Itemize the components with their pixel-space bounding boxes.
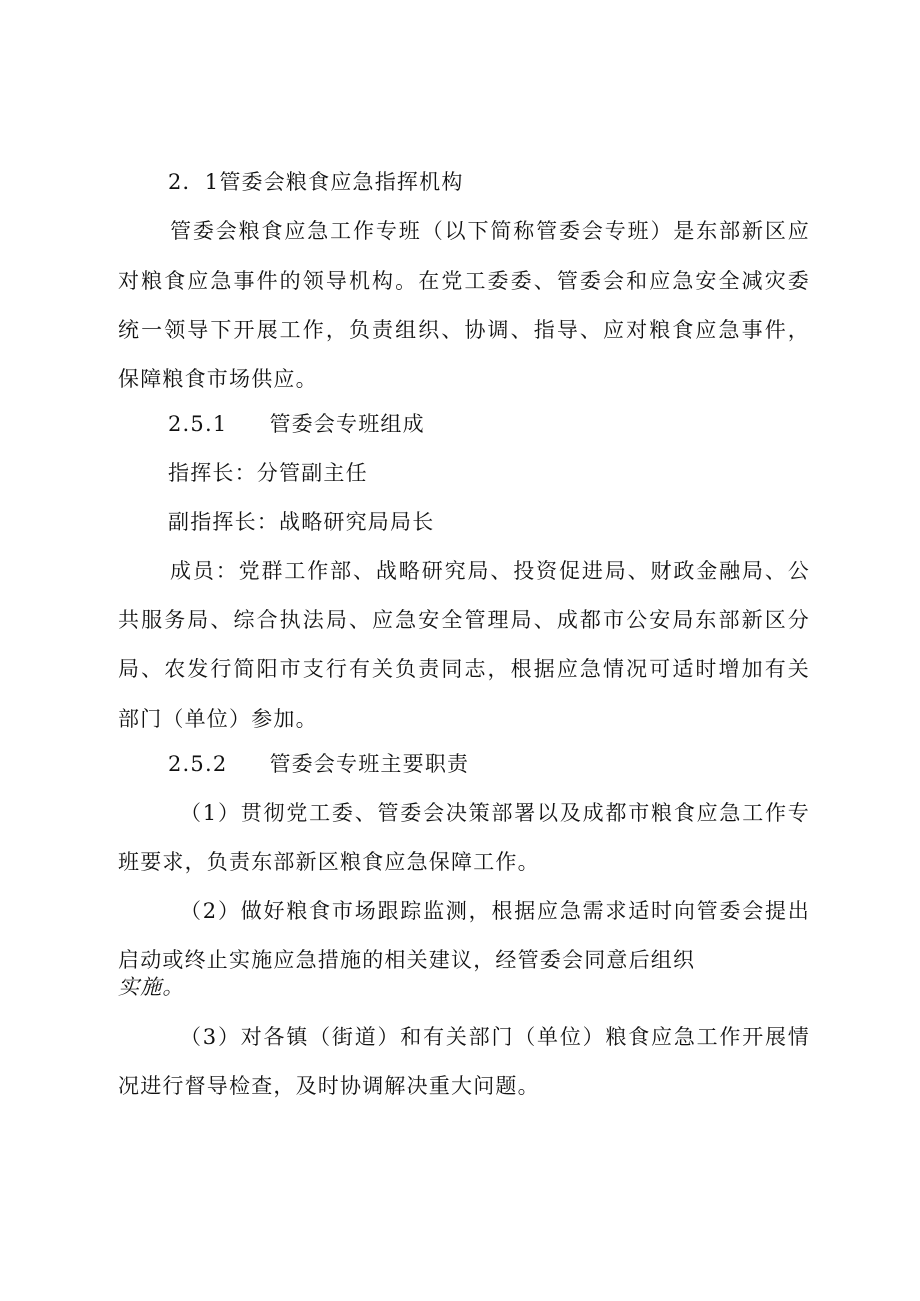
section-number: 2.5.2	[168, 752, 228, 776]
duty-line: 班要求，负责东部新区粮食应急保障工作。	[118, 850, 540, 874]
section-title: 管委会专班主要职责	[269, 752, 470, 776]
paragraph-line: 统一领导下开展工作，负责组织、协调、指导、应对粮食应急事件，	[118, 318, 810, 342]
members-line: 成员：党群工作部、战略研究局、投资促进局、财政金融局、公	[170, 559, 810, 583]
duty-line: （2）做好粮食市场跟踪监测，根据应急需求适时向管委会提出	[180, 899, 810, 923]
duty-line: （3）对各镇（街道）和有关部门（单位）粮食应急工作开展情	[180, 1025, 810, 1049]
paragraph-line: 保障粮食市场供应。	[118, 367, 318, 391]
paragraph-line: 管委会粮食应急工作专班（以下简称管委会专班）是东部新区应	[170, 219, 810, 243]
duty-line: 实施。	[118, 975, 185, 999]
section-heading-2-1: 2．1管委会粮食应急指挥机构	[168, 170, 464, 194]
duty-line: 况进行督导检查，及时协调解决重大问题。	[118, 1074, 540, 1098]
section-title: 管委会专班组成	[269, 412, 425, 436]
members-line: 部门（单位）参加。	[118, 707, 318, 731]
commander-line: 指挥长：分管副主任	[168, 461, 368, 485]
members-line: 共服务局、综合执法局、应急安全管理局、成都市公安局东部新区分	[118, 608, 810, 632]
members-line: 局、农发行简阳市支行有关负责同志，根据应急情况可适时增加有关	[118, 657, 810, 681]
section-heading-2-5-2	[168, 749, 469, 779]
deputy-commander-line: 副指挥长：战略研究局局长	[168, 510, 435, 534]
section-number: 2.5.1	[168, 412, 228, 436]
duty-line: （1）贯彻党工委、管委会决策部署以及成都市粮食应急工作专	[180, 801, 810, 825]
paragraph-line: 对粮食应急事件的领导机构。在党工委委、管委会和应急安全减灾委	[118, 269, 810, 293]
section-heading-2-5-1	[168, 409, 425, 439]
duty-line: 启动或终止实施应急措施的相关建议，经管委会同意后组织	[118, 948, 696, 972]
